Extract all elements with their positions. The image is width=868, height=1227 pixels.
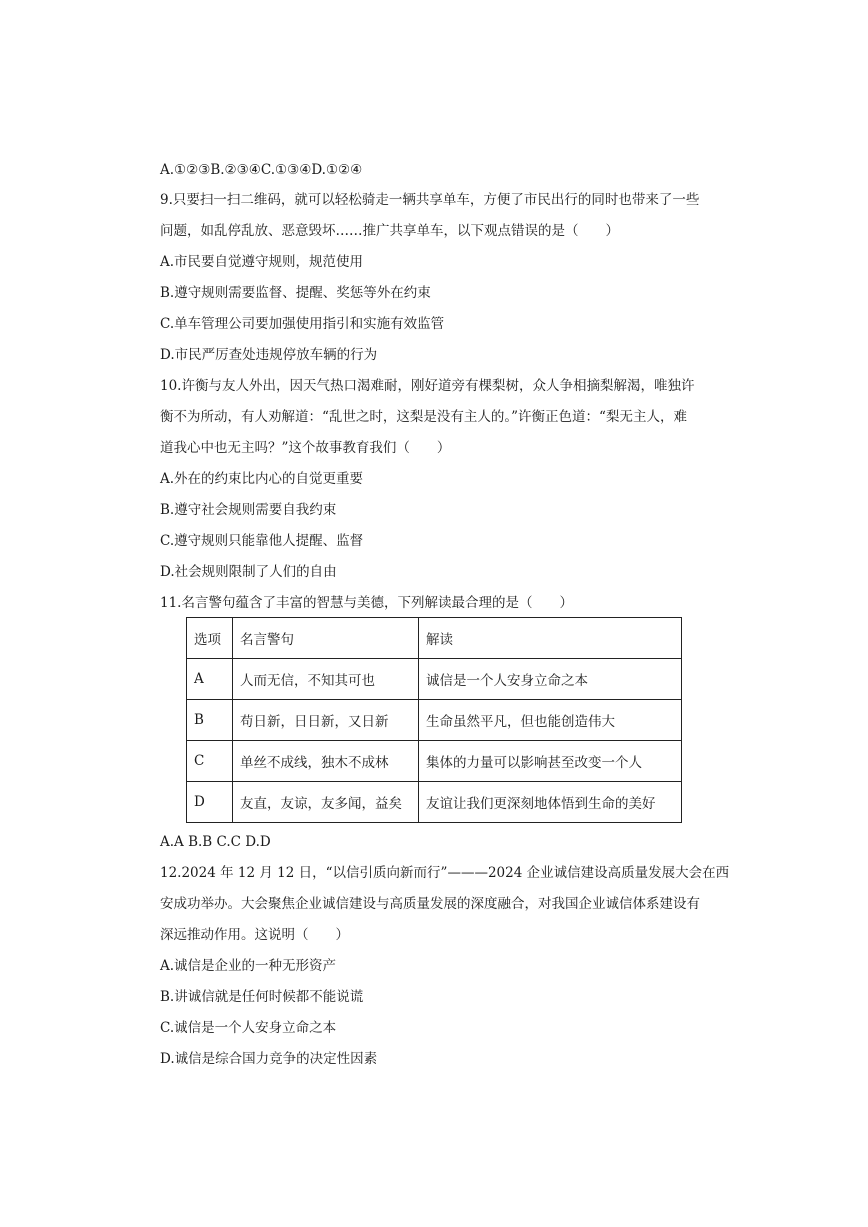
table-header-cell: 解读 — [419, 618, 682, 659]
q12-option-a: A.诚信是企业的一种无形资产 — [160, 958, 337, 974]
q12-stem-line-3: 深远推动作用。这说明（ ） — [160, 927, 349, 943]
table-row — [187, 700, 682, 741]
table-cell: 单丝不成线，独木不成林 — [233, 741, 419, 782]
q12-option-b: B.讲诚信就是任何时候都不能说谎 — [160, 989, 364, 1005]
q11-answer-options: A.A B.B C.C D.D — [160, 834, 271, 850]
table-cell: 生命虽然平凡，但也能创造伟大 — [419, 700, 682, 741]
table-cell: 友谊让我们更深刻地体悟到生命的美好 — [419, 782, 682, 823]
q9-option-d: D.市民严厉查处违规停放车辆的行为 — [160, 347, 378, 363]
q9-stem-line-2: 问题，如乱停乱放、恶意毁坏……推广共享单车，以下观点错误的是（ ） — [160, 223, 619, 239]
q9-option-a: A.市民要自觉遵守规则，规范使用 — [160, 254, 364, 270]
table-header-row — [187, 618, 682, 659]
q10-stem-line-3: 道我心中也无主吗？”这个故事教育我们（ ） — [160, 440, 451, 456]
q9-stem-line-1: 9.只要扫一扫二维码，就可以轻松骑走一辆共享单车，方便了市民出行的同时也带来了一些 — [160, 192, 700, 208]
table-row — [187, 659, 682, 700]
q12-option-d: D.诚信是综合国力竞争的决定性因素 — [160, 1051, 378, 1067]
q11-stem: 11.名言警句蕴含了丰富的智慧与美德，下列解读最合理的是（ ） — [160, 595, 573, 611]
q8-answer-options: A.①②③B.②③④C.①③④D.①②④ — [160, 162, 363, 178]
q10-stem-line-1: 10.许衡与友人外出，因天气热口渴难耐，刚好道旁有棵梨树，众人争相摘梨解渴，唯独许 — [160, 378, 695, 394]
q11-table — [186, 617, 682, 823]
table-row — [187, 782, 682, 823]
q10-option-c: C.遵守规则只能靠他人提醒、监督 — [160, 533, 364, 549]
table-cell: 集体的力量可以影响甚至改变一个人 — [419, 741, 682, 782]
table-cell: A — [187, 659, 233, 700]
q10-option-d: D.社会规则限制了人们的自由 — [160, 564, 337, 580]
table-cell: 友直，友谅，友多闻，益矣 — [233, 782, 419, 823]
table-header-cell: 选项 — [187, 618, 233, 659]
table-cell: 诚信是一个人安身立命之本 — [419, 659, 682, 700]
table-row — [187, 741, 682, 782]
q12-stem-line-1: 12.2024 年 12 月 12 日，“以信引质向新而行”———2024 企业诚信建设高质量发展大会在西 — [160, 865, 730, 881]
q10-option-b: B.遵守社会规则需要自我约束 — [160, 502, 337, 518]
q9-option-c: C.单车管理公司要加强使用指引和实施有效监管 — [160, 316, 445, 332]
table-cell: 苟日新，日日新，又日新 — [233, 700, 419, 741]
q10-option-a: A.外在的约束比内心的自觉更重要 — [160, 471, 364, 487]
table-cell: B — [187, 700, 233, 741]
table-cell: 人而无信，不知其可也 — [233, 659, 419, 700]
table-cell: C — [187, 741, 233, 782]
table-cell: D — [187, 782, 233, 823]
q9-option-b: B.遵守规则需要监督、提醒、奖惩等外在约束 — [160, 285, 431, 301]
q12-option-c: C.诚信是一个人安身立命之本 — [160, 1020, 337, 1036]
q10-stem-line-2: 衡不为所动，有人劝解道：“乱世之时，这梨是没有主人的。”许衡正色道：“梨无主人，难 — [160, 409, 687, 425]
table-header-cell: 名言警句 — [233, 618, 419, 659]
q12-stem-line-2: 安成功举办。大会聚焦企业诚信建设与高质量发展的深度融合，对我国企业诚信体系建设有 — [160, 896, 700, 912]
